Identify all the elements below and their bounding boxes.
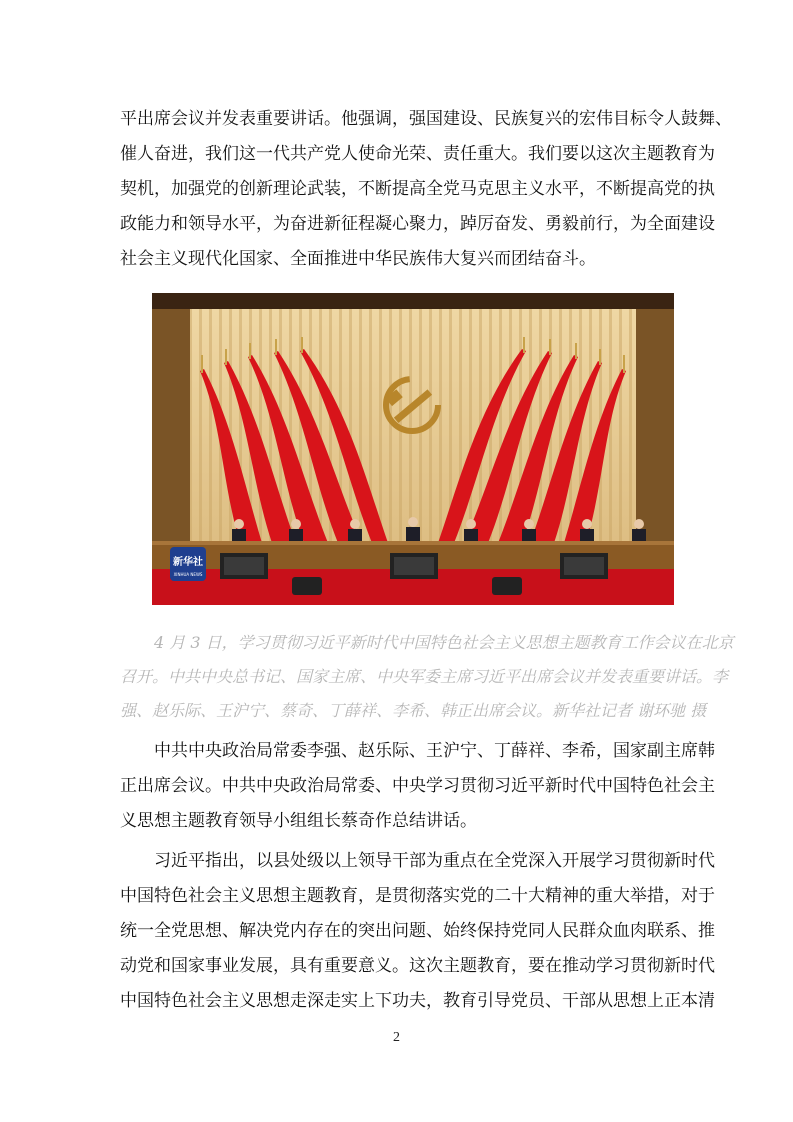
caption-line: 4 月 3 日，学习贯彻习近平新时代中国特色社会主义思想主题教育工作会议在北京 (154, 633, 734, 652)
news-photo (152, 293, 674, 605)
text-line: 平出席会议并发表重要讲话。他强调，强国建设、民族复兴的宏伟目标令人鼓舞、 (120, 109, 732, 129)
caption-line: 召开。中共中央总书记、国家主席、中央军委主席习近平出席会议并发表重要讲话。李 (120, 667, 729, 686)
text-line: 中共中央政治局常委李强、赵乐际、王沪宁、丁薛祥、李希，国家副主席韩 (154, 741, 715, 761)
page-number: 2 (393, 1030, 400, 1045)
paragraph-1 (120, 102, 732, 277)
text-line: 动党和国家事业发展，具有重要意义。这次主题教育，要在推动学习贯彻新时代 (120, 956, 715, 976)
watermark-text: 新华社 (173, 557, 203, 568)
caption-line: 强、赵乐际、王沪宁、蔡奇、丁薛祥、李希、韩正出席会议。新华社记者 谢环驰 摄 (120, 701, 707, 720)
text-line: 契机，加强党的创新理论武装，不断提高全党马克思主义水平，不断提高党的执 (120, 179, 715, 199)
text-line: 义思想主题教育领导小组组长蔡奇作总结讲话。 (120, 811, 477, 831)
paragraph-3 (120, 844, 715, 1019)
text-line: 政能力和领导水平，为奋进新征程凝心聚力，踔厉奋发、勇毅前行，为全面建设 (120, 214, 715, 234)
text-line: 中国特色社会主义思想走深走实上下功夫，教育引导党员、干部从思想上正本清 (120, 991, 715, 1011)
text-line: 统一全党思想、解决党内存在的突出问题、始终保持党同人民群众血肉联系、推 (120, 921, 715, 941)
text-line: 社会主义现代化国家、全面推进中华民族伟大复兴而团结奋斗。 (120, 249, 596, 269)
meeting-hall-image (152, 293, 674, 605)
watermark-subtext: XINHUA NEWS (173, 572, 203, 577)
text-line: 催人奋进，我们这一代共产党人使命光荣、责任重大。我们要以这次主题教育为 (120, 144, 715, 164)
xinhua-watermark-icon (170, 547, 206, 581)
paragraph-2 (120, 734, 715, 839)
photo-caption (120, 626, 734, 728)
text-line: 习近平指出，以县处级以上领导干部为重点在全党深入开展学习贯彻新时代 (154, 851, 715, 871)
text-line: 中国特色社会主义思想主题教育，是贯彻落实党的二十大精神的重大举措，对于 (120, 886, 715, 906)
text-line: 正出席会议。中共中央政治局常委、中央学习贯彻习近平新时代中国特色社会主 (120, 776, 715, 796)
